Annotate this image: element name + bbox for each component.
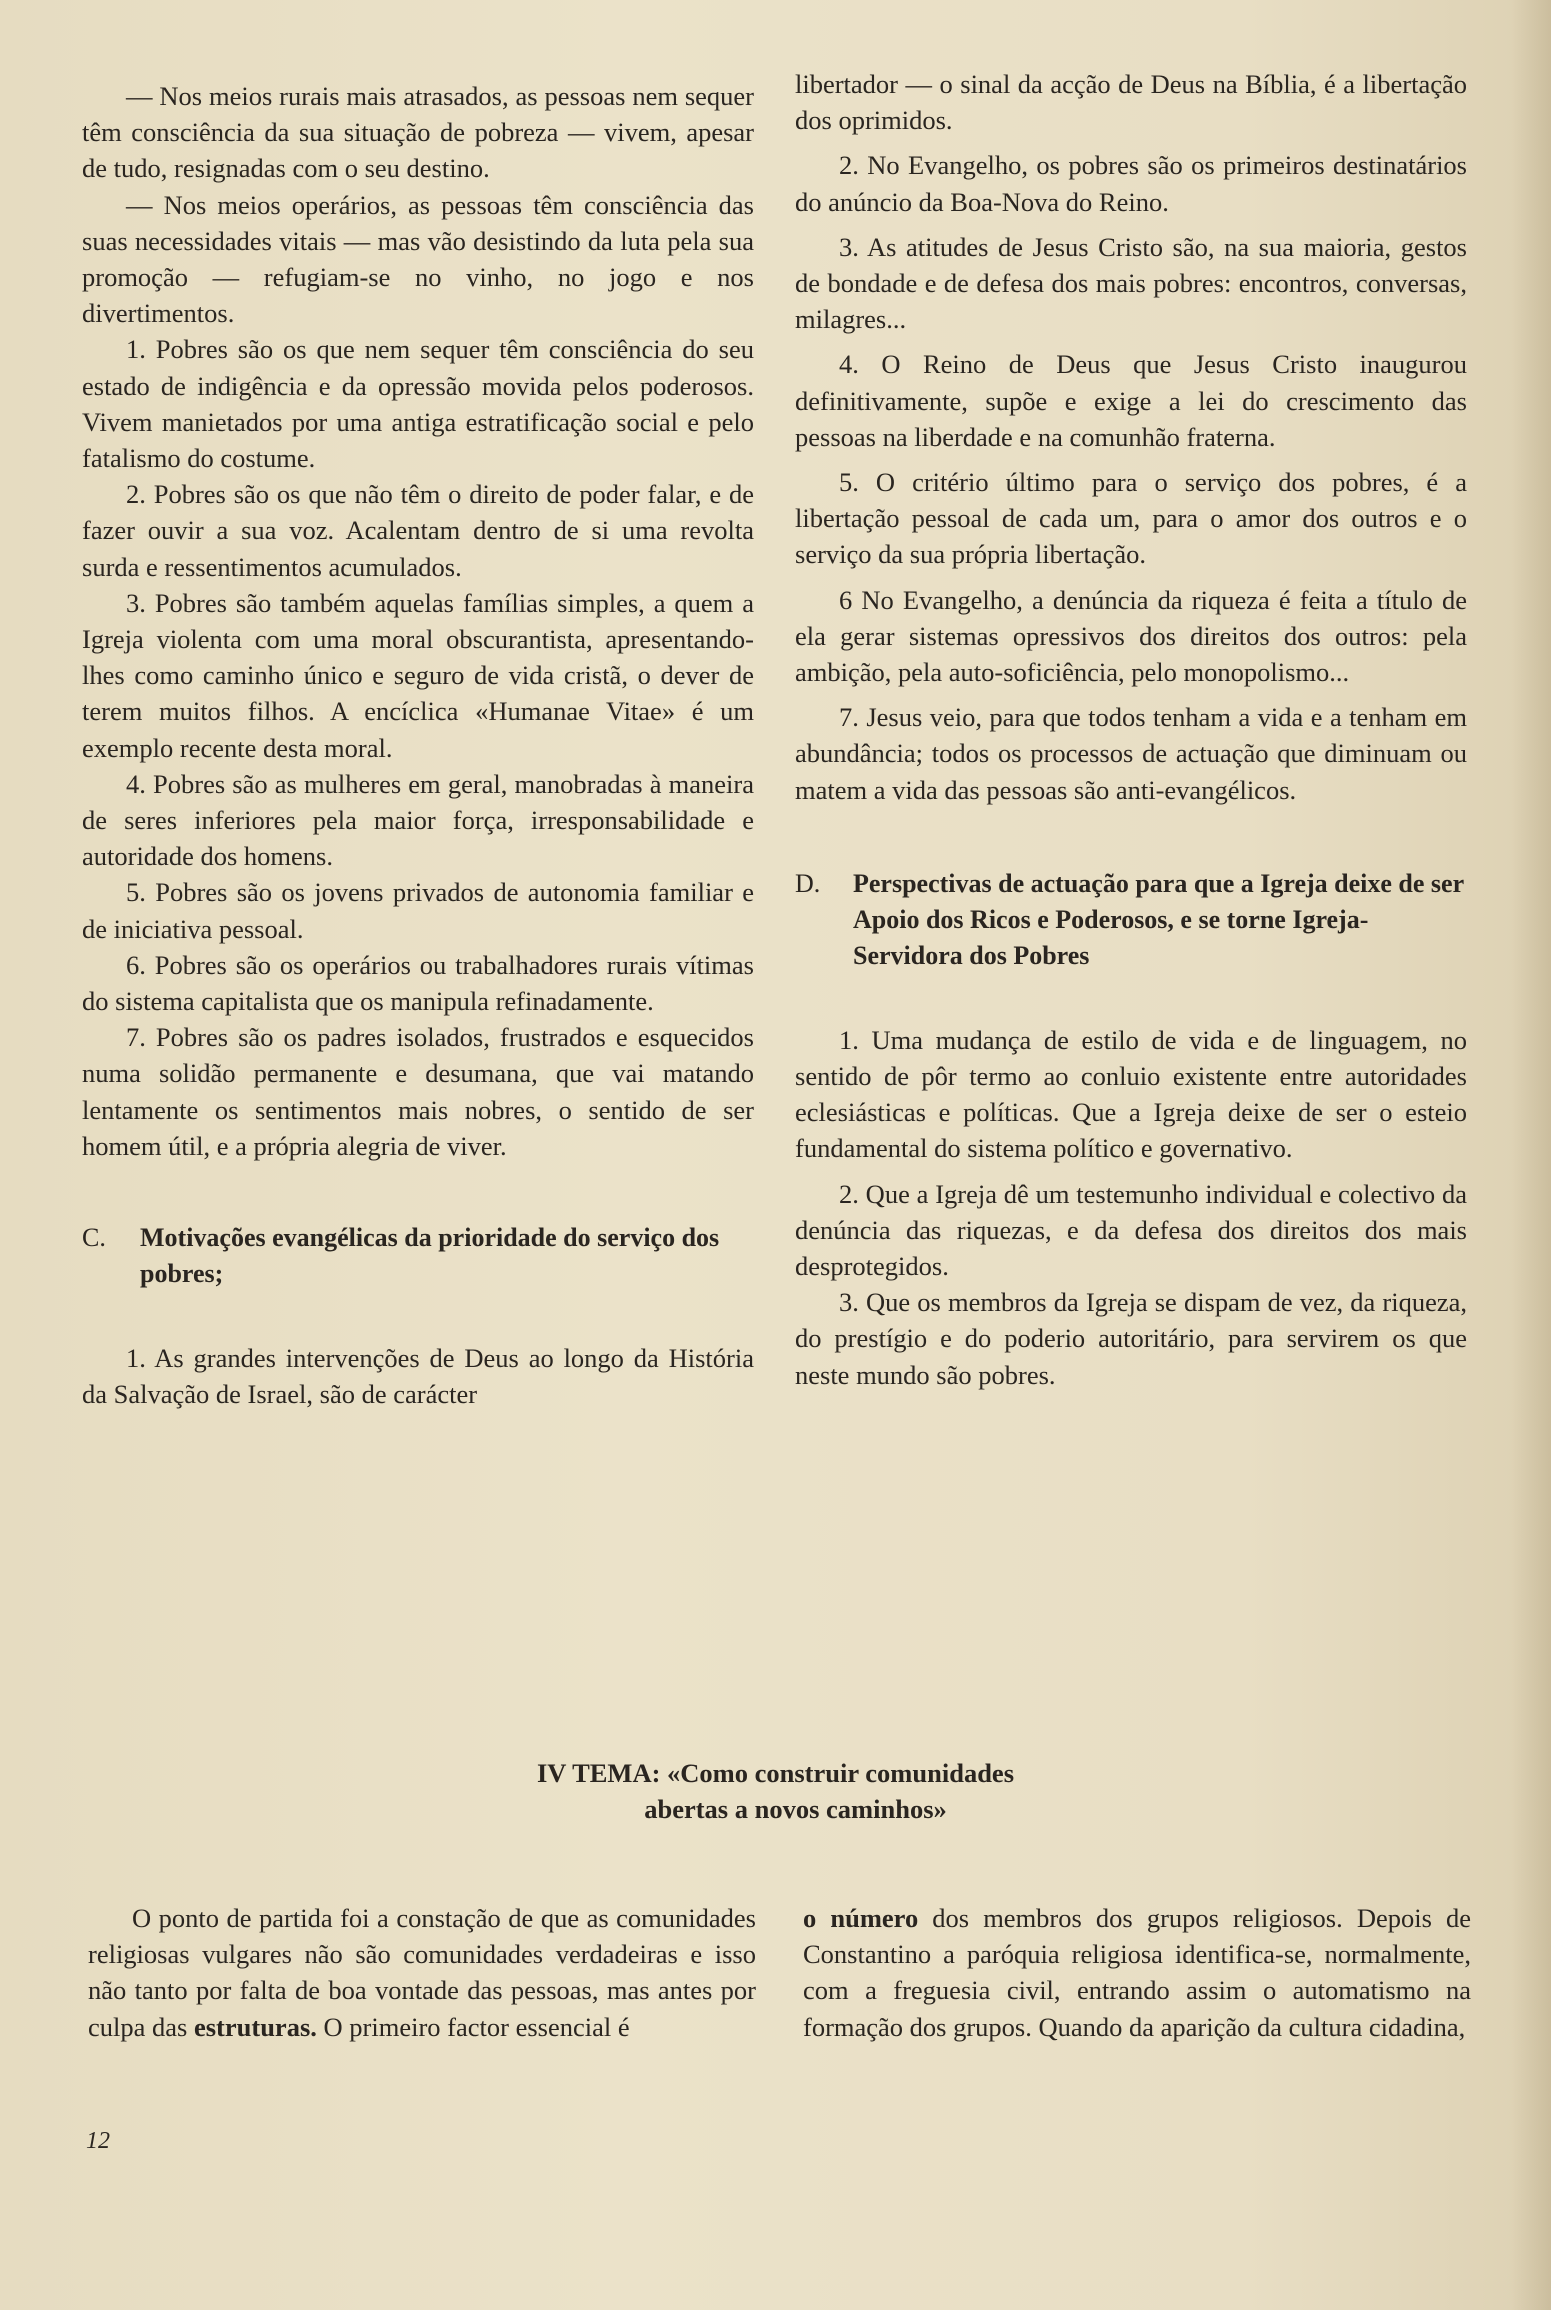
left-column xyxy=(82,78,754,1413)
paragraph: 1. Uma mudança de estilo de vida e de linguagem, no sentido de pôr termo ao conluio existente entre autoridades eclesiásticas e políticas. Que a Igreja deixe de ser o esteio fundamental do sistema político e governativo. xyxy=(795,1024,1467,1164)
tema-line-2: abertas a novos caminhos» xyxy=(644,1794,947,1824)
section-d-heading xyxy=(795,866,1467,974)
paragraph: 5. Pobres são os jovens privados de autonomia familiar e de iniciativa pessoal. xyxy=(82,877,754,944)
paragraph: 3. Pobres são também aquelas famílias simples, a quem a Igreja violenta com uma moral obscurantista, apresentando-lhes como caminho único e seguro de vida cristã, o dever de terem muitos filhos. A encíclica «Humanae Vitae» é um exemplo recente desta moral. xyxy=(82,587,754,763)
tema-line-1: IV TEMA: «Como construir comunidades xyxy=(536,1758,1015,1788)
bold-text: o número xyxy=(803,1903,919,1933)
paragraph: 5. O critério último para o serviço dos pobres, é a libertação pessoal de cada um, para o amor dos outros e o serviço da sua própria libertação. xyxy=(795,467,1467,570)
paragraph: — Nos meios operários, as pessoas têm consciência das suas necessidades vitais — mas vão desistindo da luta pela sua promoção — refugiam-se no vinho, no jogo e nos divertimentos. xyxy=(82,189,754,329)
text-run: O primeiro factor essencial é xyxy=(316,2011,630,2042)
text-run: dos membros dos grupos religiosos. Depois de Constantino a paróquia religiosa identifica-se, normalmente, com a freguesia civil, entrando assim o automatismo na formação dos grupos. Quando da aparição da cultura cidadina, xyxy=(803,1903,1471,2042)
paragraph: 2. Pobres são os que não têm o direito de poder falar, e de fazer ouvir a sua voz. Acalentam dentro de si uma revolta surda e ressentimentos acumulados. xyxy=(82,479,754,582)
bottom-left-column xyxy=(88,1900,756,2045)
paragraph: — Nos meios rurais mais atrasados, as pessoas nem sequer têm consciência da sua situação de pobreza — vivem, apesar de tudo, resignadas com o seu destino. xyxy=(82,81,754,184)
paragraph: 7. Pobres são os padres isolados, frustrados e esquecidos numa solidão permanente e desumana, que vai matando lentamente os sentimentos mais nobres, o sentido de ser homem útil, e a própria alegria de viver. xyxy=(82,1022,754,1161)
paragraph: 4. O Reino de Deus que Jesus Cristo inaugurou definitivamente, supõe e exige a lei do crescimento das pessoas na liberdade e na comunhão fraterna. xyxy=(795,349,1467,452)
paragraph: 1. Pobres são os que nem sequer têm consciência do seu estado de indigência e da opressão movida pelos poderosos. Vivem manietados por uma antiga estratificação social e pelo fatalismo do costume. xyxy=(82,334,754,474)
paragraph xyxy=(88,1900,756,2045)
paragraph: 3. As atitudes de Jesus Cristo são, na sua maioria, gestos de bondade e de defesa dos mais pobres: encontros, conversas, milagres... xyxy=(795,231,1467,335)
page-edge-shadow xyxy=(1511,0,1551,2310)
section-title: Motivações evangélicas da prioridade do serviço dos pobres; xyxy=(140,1223,720,1289)
section-letter: C. xyxy=(82,1223,106,1253)
paragraph: 2. Que a Igreja dê um testemunho individual e colectivo da denúncia das riquezas, e da defesa dos direitos dos mais desprotegidos. xyxy=(795,1178,1467,1282)
page-number: 12 xyxy=(86,2128,110,2154)
section-title: Perspectivas de actuação para que a Igreja deixe de ser Apoio dos Ricos e Poderosos, e se torne Igreja-Servidora dos Pobres xyxy=(853,868,1464,970)
paragraph: 2. No Evangelho, os pobres são os primeiros destinatários do anúncio da Boa-Nova do Reino. xyxy=(795,150,1467,217)
paragraph: 3. Que os membros da Igreja se dispam de vez, da riqueza, do prestígio e do poderio autoritário, para servirem os que neste mundo são pobres. xyxy=(795,1287,1467,1390)
paragraph: 6. Pobres são os operários ou trabalhadores rurais vítimas do sistema capitalista que os manipula refinadamente. xyxy=(82,949,754,1017)
paragraph xyxy=(803,1900,1471,2045)
section-letter: D. xyxy=(795,868,821,898)
paragraph: 6 No Evangelho, a denúncia da riqueza é feita a título de ela gerar sistemas opressivos dos direitos dos outros: pela ambição, pela auto-soficiência, pelo monopolismo... xyxy=(795,584,1467,688)
paragraph: 4. Pobres são as mulheres em geral, manobradas à maneira de seres inferiores pela maior força, irresponsabilidade e autoridade dos homens. xyxy=(82,768,754,872)
bottom-right-column xyxy=(803,1900,1471,2045)
paragraph: libertador — o sinal da acção de Deus na Bíblia, é a libertação dos oprimidos. xyxy=(795,69,1467,136)
section-c-heading xyxy=(82,1220,754,1292)
right-column xyxy=(795,66,1467,1393)
text-run: O ponto de partida foi a constação de que as comunidades religiosas vulgares não são comunidades verdadeiras e isso não tanto por falta de boa vontade das pessoas, mas antes por culpa das xyxy=(88,1903,756,2042)
paragraph: 7. Jesus veio, para que todos tenham a vida e a tenham em abundância; todos os processos de actuação que diminuam ou matem a vida das pessoas são anti-evangélicos. xyxy=(795,702,1467,805)
bold-text: estruturas. xyxy=(193,2011,317,2042)
tema-heading xyxy=(300,1755,1251,1827)
paragraph: 1. As grandes intervenções de Deus ao longo da História da Salvação de Israel, são de carácter xyxy=(82,1343,754,1410)
